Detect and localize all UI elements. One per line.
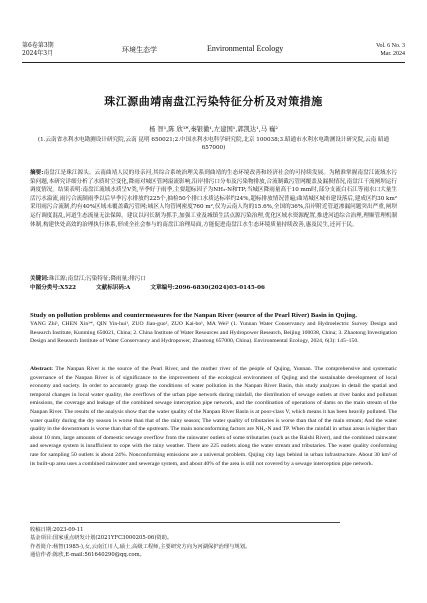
header-left [22, 42, 54, 58]
classification-line [30, 284, 397, 293]
article-title-en: Study on pollution problems and countermeasures for the Nanpan River (source of the Pearl River) Basin in Qujing. [30, 312, 357, 319]
keywords-cn-text: 珠江源;南盘江;污染特征;降雨量;排污口 [48, 276, 146, 282]
running-header [22, 40, 405, 63]
article-title-cn: 珠江源曲靖南盘江污染特征分析及对策措施 [104, 95, 323, 108]
authors-en: YANG Zhi¹, CHEN Xin¹*, QIN Yin-hui¹, ZUO Jian-guo¹, ZUO Kai-bo¹, MA Wei² (1. Yunnan Water Conservancy and Hydroelectric Survey Design and Research Institute, Kunming 650021, China; 2. China Institute of Water Resources and Hydropower Research, Beijing 100038, China; 3. Zhaotong Investigation Design and Research Institute of Water Conservancy and Hydropower, Zhaotong 657000, China). Environmental Ecology, 2024, 6(3): 145–150. [30, 321, 397, 345]
date-en: Mar. 2024 [380, 51, 405, 57]
footnote [30, 522, 340, 560]
clc-number: 中图分类号:X522 [30, 285, 77, 291]
journal-name-en: Environmental Ecology [207, 44, 284, 53]
abstract-en-text: The Nanpan River is the source of the Pearl River, and the mother river of the people of Qujing, Yunnan. The comprehensive and systematic governance of the Nanpan River is of significance to the improvement of the ecological environment of Qujing and the sustainable development of local economy and society. In order to accurately grasp the conditions of water pollution in the Nanpan River Basin, this study analyzes in detail the spatial and temporal changes in local water quality, the overflows of the urban pipe network during rainfall, the distribution of sewage outlets at river banks and pollutant emissions, the coverage and leakage of the combined sewage interception pipe network, and the coordination of operations of dams on the main stream of the Nanpan River. The results of the analysis show that the water quality of the Nanpan River Basin is at poor-class V, which means it has been heavily polluted. The water quality during the dry season is worse than that of the rainy season; The water quality of tributaries is worse than that of the main stream; And the water quality in the downstream is worse than that of the upstream. The main nonconforming factors are NH₃-N and TP. When the rainfall in urban areas is higher than about 10 mm, large amounts of domestic sewage overflow from the rainwater outlets of some tributaries (such as the Baishi River), and the combined rainwater and sewerage system is insufficient to cope with the rainy weather. There are 225 outlets along the water stream and tributaries. The water quality conforming rate for sampling 50 outlets is about 24%. Nonconforming emissions are a universal problem. Qujing city lags behind in urban infrastructure. About 30 km² of its built-up area uses a combined rainwater and sewerage system, and about 40% of the area is still not covered by a sewage interception pipe network. [30, 366, 398, 467]
abstract-en [30, 365, 397, 468]
fund-info: 基金项目:国家重点研发计划(2021YFC3000205-06)资助。 [30, 535, 173, 542]
header-right [376, 42, 405, 58]
document-code: 文献标识码:A [96, 285, 131, 291]
abstract-cn-text: 南盘江是珠江源头、云南曲靖人民的母亲河,其综合系统治理关系到曲靖的生态环境改善和经济社会的可持续发展。为精准掌握南盘江流域水污染问题,本研究详细分析了水质时空变化,降雨对城区管网溢流影响,沿岸排污口分布及污染物排放,合流制截污管网覆盖及漏损情况,南盘江干流闸坝运行调度情况。结果表明:南盘江流域水质呈V类,旱季好于雨季,主要超标因子为NH₃-N和TP;当城区降雨量高于10 mm时,部分支流白石江等雨水口大量生活污水溢流,雨污合流制雨季以后旱季污水排放约225个,抽检50个排口水质达标率约24%,超标排放情况普遍;曲靖城区城市建设落后,建成区约30 km²采用雨污合流制,约有40%区域未覆盖截污管网;城区人均管网密度760 m²,仅为云南人均的15.6%,全国的36%,沿岸附近管道渗漏问题突出严重,闸坝运行调度混乱,河道生态流量无法保障。建议以河长制为抓手,加强工业及城镇生活点源污染治理,优化区域水资源配置,推进河道综合治理,理顺管理机制体制,构建快处高效的治理执行体系,形成全社会参与的南盘江治理局面,方能促进南盘江水生态环境质量持续改善,惠及民生,还河于民。 [30, 170, 397, 228]
keywords-cn-label: 关键词: [30, 276, 49, 282]
volume-en: Vol. 6 No. 3 [375, 43, 405, 49]
journal-name-cn: 环境生态学 [122, 46, 157, 54]
corresponding-author: 通信作者:陈欣,E-mail:561640290@qq.com。 [30, 552, 145, 559]
article-number: 文章编号:2096-6830(2024)03-0145-06 [150, 285, 265, 291]
affiliations-cn: (1.云南省水利水电勘测设计研究院,云南 昆明 650021;2.中国水利水电科学研究院,北京 100038;3.昭通市水利水电勘测设计研究院,云南 昭通 657000) [37, 137, 390, 152]
received-date: 收稿日期:2023-09-11 [30, 527, 84, 533]
abstract-en-label: Abstract: [30, 366, 54, 372]
volume-cn: 第6卷第3期 [22, 42, 54, 49]
abstract-cn [30, 169, 397, 229]
keywords-cn [30, 275, 397, 284]
authors-cn: 杨 智¹,陈 欣¹*,秦银徽¹,左建国¹,郭凯达¹,马 巍² [149, 126, 278, 133]
abstract-cn-label: 摘要: [30, 170, 44, 176]
date-cn: 2024年3月 [22, 50, 54, 57]
author-bio: 作者简介:杨智(1985-),女,云南江川人,硕士,高级工程师,主要研究方向为河湖保护治理与规划。 [30, 543, 251, 550]
